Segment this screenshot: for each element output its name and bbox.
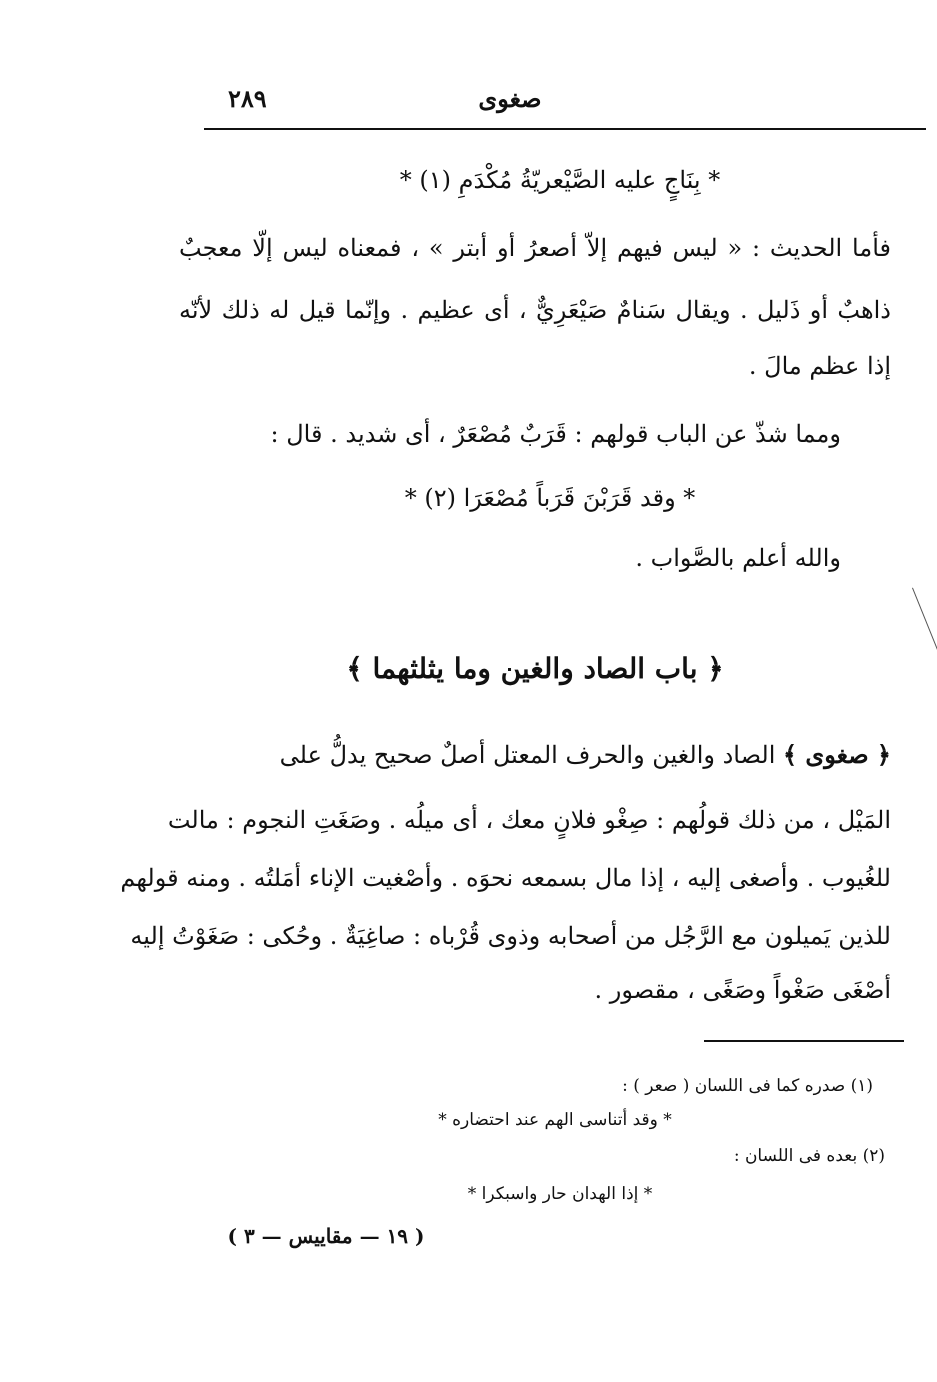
page-number: ٢٨٩ (228, 84, 267, 113)
entry-line-2: المَيْل ، من ذلك قولُهم : صِغْو فلانٍ معك ، أى ميلُه . وصَغَتِ النجوم : مالت (167, 806, 891, 834)
paragraph-2: ومما شذّ عن الباب قولهم : قَرَبٌ مُصْعَرٌ ، أى شديد . قال : (270, 420, 841, 448)
footnote-rule (704, 1040, 904, 1042)
closing-line: والله أعلم بالصَّواب . (635, 544, 841, 572)
signature-mark: ( ١٩ — مقاييس — ٣ ) (227, 1224, 425, 1248)
margin-mark (912, 588, 937, 653)
paragraph-1-line-1: فأما الحديث : « ليس فيهم إلاّ أصعرُ أو أبتر » ، فمعناه ليس إلّا معجبٌ (179, 234, 891, 262)
entry-headword: ﴿ صغوى ﴾ (783, 740, 891, 769)
entry-line-4: للذين يَميلون مع الرَّجُل من أصحابه وذوى قُرْباه : صاغِيَةٌ . وحُكى : صَغَوْتُ إليه (130, 922, 891, 950)
entry-line-5: أصْغَى صَغْواً وصَغًى ، مقصور . (594, 976, 891, 1004)
footnote-2: (٢) بعده فى اللسان : (733, 1146, 885, 1166)
section-title: ﴿ باب الصاد والغين وما يثلثهما ﴾ (346, 652, 724, 685)
footnote-1-verse: * وقد أتناسى الهم عند احتضاره * (438, 1110, 672, 1130)
verse-line-1: * بِنَاجٍ عليه الصَّيْعريّةُ مُكْدَمِ (١) * (399, 166, 721, 194)
entry-line-3: للغُيوب . وأصغى إليه ، إذا مال بسمعه نحوَه . وأصْغيت الإناء أمَلتُه . ومنه قولهم (120, 864, 891, 892)
footnote-1: (١) صدره كما فى اللسان ( صعر ) : (622, 1076, 873, 1096)
paragraph-1-line-2: ذاهبٌ أو ذَليل . ويقال سَنامٌ صَيْعَرِيٌّ ، أى عظيم . وإنّما قيل له ذلك لأنّه (179, 296, 891, 324)
header-rule (204, 128, 926, 130)
entry-line-1 (179, 740, 891, 769)
entry-line-1-text: الصاد والغين والحرف المعتل أصلٌ صحيح يدلُّ على (279, 741, 776, 769)
paragraph-1-line-3: إذا عظم مالَ . (748, 352, 891, 380)
verse-line-2: * وقد قَرَبْنَ قَرَباً مُصْعَرَا (٢) * (404, 484, 696, 512)
running-head-title: صغوى (478, 84, 542, 113)
footnote-2-verse: * إذا الهدان حار واسبكرا * (467, 1184, 653, 1204)
